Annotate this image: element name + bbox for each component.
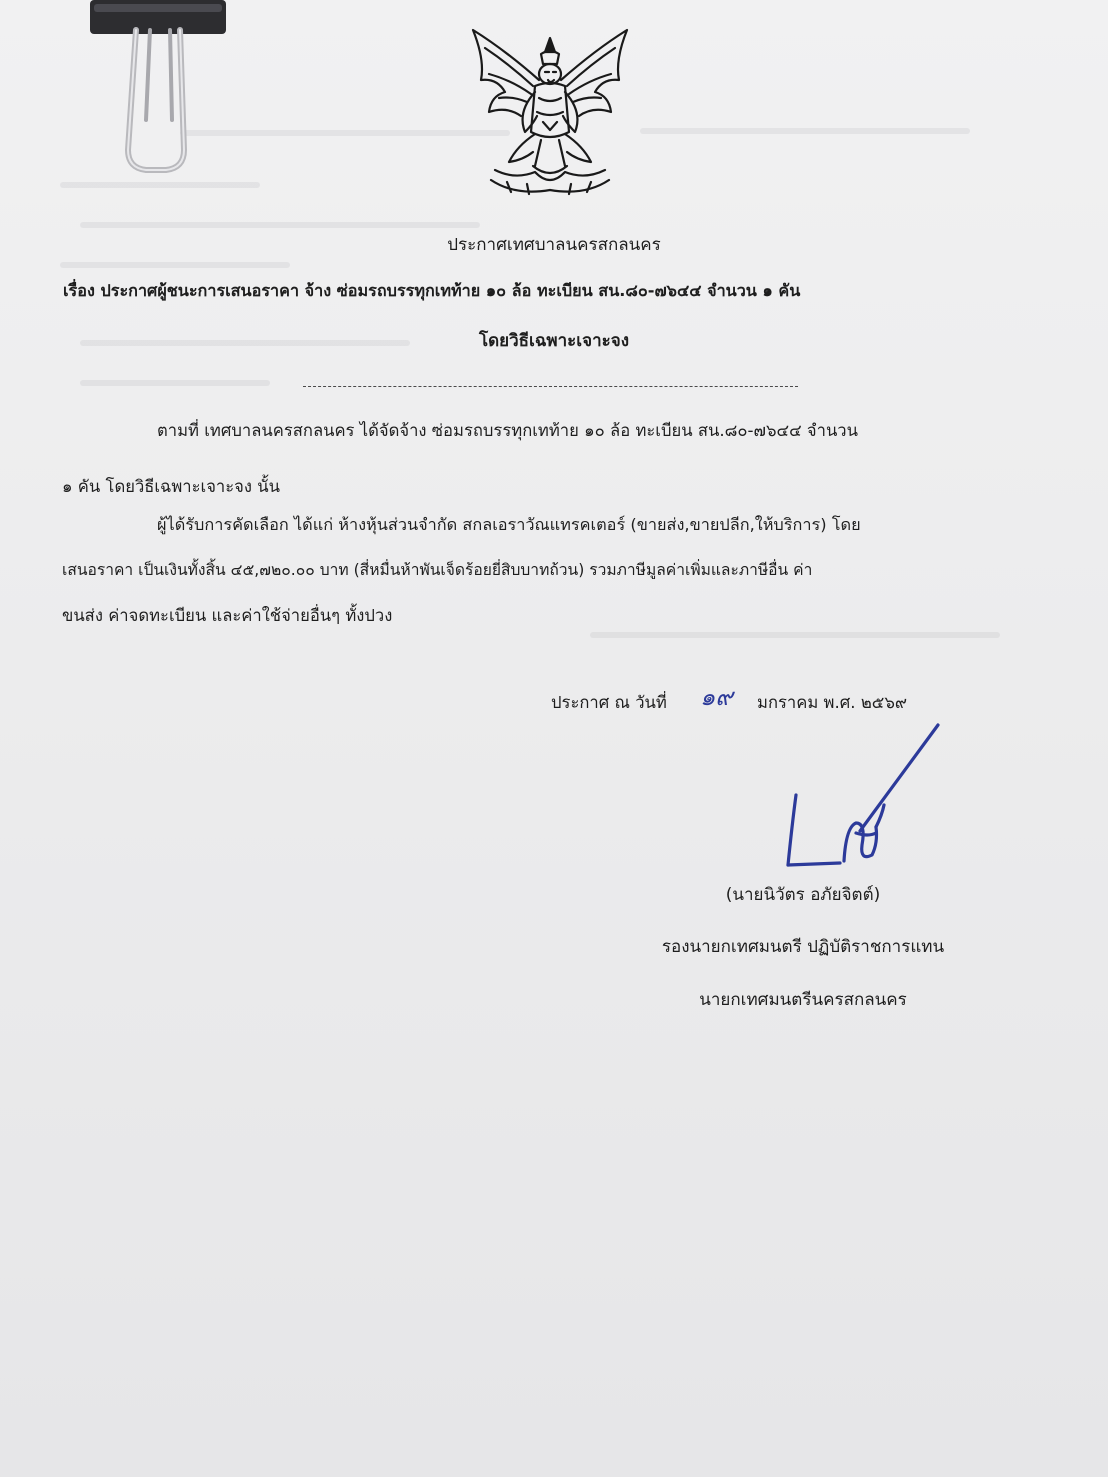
signatory-position-line-2: นายกเทศมนตรีนครสกลนคร <box>699 990 907 1010</box>
paragraph-2-line-1: ผู้ได้รับการคัดเลือก ได้แก่ ห้างหุ้นส่วนจำกัด สกลเอราวัณแทรคเตอร์ (ขายส่ง,ขายปลีก,ให้บริการ) โดย <box>157 515 861 534</box>
handwritten-signature <box>760 715 960 875</box>
show-through-line <box>80 222 480 228</box>
show-through-line <box>640 128 970 134</box>
show-through-line <box>80 380 270 386</box>
handwritten-day: ๑๙ <box>700 683 733 711</box>
method-line: โดยวิธีเฉพาะเจาะจง <box>478 331 630 351</box>
divider-line <box>303 386 798 387</box>
paragraph-1-line-1: ตามที่ เทศบาลนครสกลนคร ได้จัดจ้าง ซ่อมรถบรรทุกเทท้าย ๑๐ ล้อ ทะเบียน สน.๘๐-๗๖๔๔ จำนวน <box>157 421 858 440</box>
garuda-emblem-icon <box>455 20 645 200</box>
subject-line: เรื่อง ประกาศผู้ชนะการเสนอราคา จ้าง ซ่อมรถบรรทุกเทท้าย ๑๐ ล้อ ทะเบียน สน.๘๐-๗๖๔๔ จำนวน ๑ คัน <box>63 281 801 300</box>
show-through-line <box>60 182 260 188</box>
show-through-line <box>60 262 290 268</box>
org-title: ประกาศเทศบาลนครสกลนคร <box>447 235 661 255</box>
date-prefix: ประกาศ ณ วันที่ <box>551 693 667 712</box>
date-month-year: มกราคม พ.ศ. ๒๕๖๙ <box>757 693 908 712</box>
signatory-name: (นายนิวัตร อภัยจิตต์) <box>725 885 881 905</box>
binder-clip-icon <box>88 0 228 180</box>
show-through-line <box>590 632 1000 638</box>
signatory-position-line-1: รองนายกเทศมนตรี ปฏิบัติราชการแทน <box>661 937 945 957</box>
paragraph-1-line-2: ๑ คัน โดยวิธีเฉพาะเจาะจง นั้น <box>62 477 280 496</box>
paragraph-2-line-2: เสนอราคา เป็นเงินทั้งสิ้น ๔๕,๗๒๐.๐๐ บาท (สี่หมื่นห้าพันเจ็ดร้อยยี่สิบบาทถ้วน) รวมภาษีมูลค่าเพิ่มและภาษีอื่น ค่า <box>62 561 813 579</box>
paragraph-2-line-3: ขนส่ง ค่าจดทะเบียน และค่าใช้จ่ายอื่นๆ ทั้งปวง <box>62 606 393 625</box>
